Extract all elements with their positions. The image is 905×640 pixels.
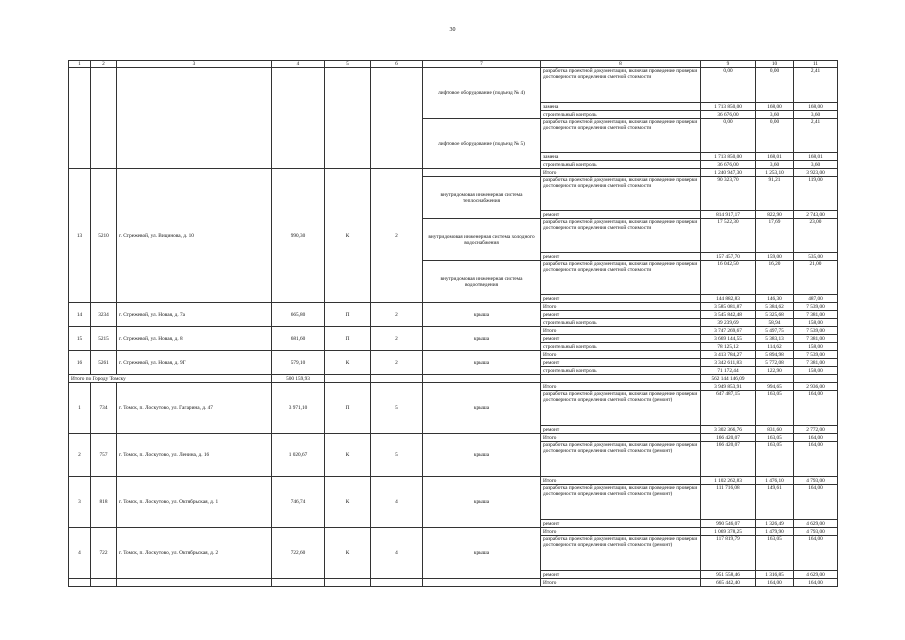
cost-cell: 146,30 bbox=[756, 295, 794, 303]
cost-cell: 7 381,00 bbox=[794, 311, 838, 319]
area: 3 971,10 bbox=[272, 383, 325, 434]
wall-type: К bbox=[325, 477, 371, 528]
cost-cell: 164,00 bbox=[794, 434, 838, 442]
address: г. Томск, п. Лоскутово, ул. Гагарина, д. 47 bbox=[117, 383, 272, 434]
work-type: внутридомовая инженерная система холодного водоснабжения bbox=[423, 219, 541, 261]
house-code: 818 bbox=[91, 477, 117, 528]
cost-cell: 1 253,10 bbox=[756, 169, 794, 177]
floors: 4 bbox=[371, 528, 423, 579]
cost-cell: 951 558,46 bbox=[701, 571, 756, 579]
house-code: 5210 bbox=[91, 169, 117, 303]
cost-cell: 3 585 081,87 bbox=[701, 303, 756, 311]
wall-type: П bbox=[325, 303, 371, 327]
floors: 5 bbox=[371, 383, 423, 434]
house-code: 722 bbox=[91, 528, 117, 579]
cost-cell: 164,00 bbox=[794, 442, 838, 477]
cost-cell: 994,65 bbox=[756, 383, 794, 391]
cost-cell: 3 669 144,55 bbox=[701, 335, 756, 343]
floors: 5 bbox=[371, 434, 423, 477]
work-type: внутридомовая инженерная система водоотведения bbox=[423, 261, 541, 303]
cost-cell: 5 384,62 bbox=[756, 303, 794, 311]
cost-cell: 164,00 bbox=[756, 579, 794, 587]
cost-cell: 0,00 bbox=[701, 119, 756, 153]
cost-cell: 149,61 bbox=[756, 485, 794, 520]
cost-cell: 990 546,07 bbox=[701, 520, 756, 528]
repair-program-table bbox=[68, 60, 838, 587]
work-subtype: Итого bbox=[541, 351, 701, 359]
row-number: 16 bbox=[69, 351, 91, 375]
cost-cell: 5 497,75 bbox=[756, 327, 794, 335]
cost-cell: 2,41 bbox=[794, 119, 838, 153]
house-code: 5215 bbox=[91, 327, 117, 351]
work-subtype: разработка проектной документации, включая проведение проверки достоверности определения сметной стоимости bbox=[541, 219, 701, 253]
cost-cell: 5 772,08 bbox=[756, 359, 794, 367]
wall-type: К bbox=[325, 351, 371, 375]
cost-cell: 144 882,83 bbox=[701, 295, 756, 303]
cost-cell: 166 420,07 bbox=[701, 442, 756, 477]
address: г. Томск, п. Лоскутово, ул. Ленина, д. 16 bbox=[117, 434, 272, 477]
cost-cell: 4 629,00 bbox=[794, 571, 838, 579]
cost-cell: 3 545 842,48 bbox=[701, 311, 756, 319]
cost-cell: 122,90 bbox=[756, 367, 794, 375]
work-subtype: Итого bbox=[541, 477, 701, 485]
area: 746,74 bbox=[272, 477, 325, 528]
wall-type: К bbox=[325, 528, 371, 579]
work-type: крыша bbox=[423, 383, 541, 434]
wall-type: П bbox=[325, 327, 371, 351]
house-code: 3234 bbox=[91, 303, 117, 327]
wall-type: К bbox=[325, 169, 371, 303]
work-type: лифтовое оборудование (подъезд № 5) bbox=[423, 119, 541, 169]
cost-cell: 3,60 bbox=[756, 161, 794, 169]
cost-cell: 1 069 378,25 bbox=[701, 528, 756, 536]
cost-cell: 39 239,69 bbox=[701, 319, 756, 327]
cost-cell: 665 442,40 bbox=[701, 579, 756, 587]
table-row bbox=[69, 579, 838, 587]
cost-cell: 4 793,00 bbox=[794, 528, 838, 536]
cost-cell: 164,00 bbox=[794, 536, 838, 571]
work-subtype: ремонт bbox=[541, 359, 701, 367]
total-sum: 562 144 146,09 bbox=[701, 375, 756, 383]
col-num: 1 bbox=[69, 61, 91, 68]
cost-cell: 7 539,00 bbox=[794, 303, 838, 311]
address: г. Томск, п. Лоскутово, ул. Октябрьская, д. 1 bbox=[117, 477, 272, 528]
cost-cell: 3,60 bbox=[756, 111, 794, 119]
col-num: 5 bbox=[325, 61, 371, 68]
work-subtype: замена bbox=[541, 153, 701, 161]
col-num: 11 bbox=[794, 61, 838, 68]
cost-cell: 163,05 bbox=[756, 536, 794, 571]
cost-cell: 21,00 bbox=[794, 261, 838, 295]
cost-cell: 3 949 853,91 bbox=[701, 383, 756, 391]
col-num: 9 bbox=[701, 61, 756, 68]
work-subtype: Итого bbox=[541, 169, 701, 177]
work-subtype: ремонт bbox=[541, 295, 701, 303]
cost-cell: 7 381,00 bbox=[794, 335, 838, 343]
cost-cell: 831,60 bbox=[756, 426, 794, 434]
work-subtype: разработка проектной документации, включая проведение проверки достоверности определения сметной стоимости (ремонт) bbox=[541, 536, 701, 571]
col-num: 4 bbox=[272, 61, 325, 68]
cost-cell: 159,00 bbox=[756, 253, 794, 261]
cost-cell: 157 457,70 bbox=[701, 253, 756, 261]
table-row bbox=[69, 303, 838, 311]
column-number-row bbox=[69, 61, 838, 68]
cost-cell: 158,00 bbox=[794, 367, 838, 375]
cost-cell: 535,00 bbox=[794, 253, 838, 261]
cost-cell: 164,00 bbox=[794, 485, 838, 520]
cost-cell: 1 713 850,00 bbox=[701, 103, 756, 111]
cost-cell: 16,20 bbox=[756, 261, 794, 295]
work-subtype: строительный контроль bbox=[541, 161, 701, 169]
work-subtype: разработка проектной документации, включая проведение проверки достоверности определения сметной стоимости bbox=[541, 68, 701, 103]
work-subtype: ремонт bbox=[541, 520, 701, 528]
cost-cell: 4 793,00 bbox=[794, 477, 838, 485]
cost-cell: 1 316,85 bbox=[756, 571, 794, 579]
cost-cell: 1 326,49 bbox=[756, 520, 794, 528]
cost-cell: 5 383,13 bbox=[756, 335, 794, 343]
table-row bbox=[69, 169, 838, 177]
work-subtype: разработка проектной документации, включая проведение проверки достоверности определения сметной стоимости bbox=[541, 261, 701, 295]
cost-cell: 2 743,00 bbox=[794, 211, 838, 219]
table-row bbox=[69, 68, 838, 103]
cost-cell: 16 042,50 bbox=[701, 261, 756, 295]
work-subtype: Итого bbox=[541, 579, 701, 587]
table-row bbox=[69, 477, 838, 485]
floors: 2 bbox=[371, 169, 423, 303]
work-subtype: Итого bbox=[541, 434, 701, 442]
col-num: 6 bbox=[371, 61, 423, 68]
cost-cell: 2,41 bbox=[794, 68, 838, 103]
area: 1 020,67 bbox=[272, 434, 325, 477]
house-code: 734 bbox=[91, 383, 117, 434]
cost-cell: 90 323,70 bbox=[701, 177, 756, 211]
table-row bbox=[69, 528, 838, 536]
cost-cell: 822,90 bbox=[756, 211, 794, 219]
work-subtype: ремонт bbox=[541, 211, 701, 219]
wall-type: П bbox=[325, 383, 371, 434]
cost-cell: 163,05 bbox=[756, 442, 794, 477]
area: 722,60 bbox=[272, 528, 325, 579]
work-subtype: Итого bbox=[541, 528, 701, 536]
cost-cell: 0,00 bbox=[756, 68, 794, 103]
cost-cell: 2 936,00 bbox=[794, 383, 838, 391]
house-code: 5261 bbox=[91, 351, 117, 375]
cost-cell: 7 539,00 bbox=[794, 327, 838, 335]
col-num: 10 bbox=[756, 61, 794, 68]
work-type: внутридомовая инженерная система теплоснабжения bbox=[423, 177, 541, 219]
cost-cell: 3,60 bbox=[794, 161, 838, 169]
col-num: 8 bbox=[541, 61, 701, 68]
cost-cell: 36 676,00 bbox=[701, 161, 756, 169]
cost-cell: 3 302 366,76 bbox=[701, 426, 756, 434]
cost-cell: 17,69 bbox=[756, 219, 794, 253]
cost-cell: 111 716,08 bbox=[701, 485, 756, 520]
table-row bbox=[69, 327, 838, 335]
row-number: 1 bbox=[69, 383, 91, 434]
floors: 4 bbox=[371, 477, 423, 528]
cost-cell: 5 325,68 bbox=[756, 311, 794, 319]
total-row bbox=[69, 375, 838, 383]
work-type: лифтовое оборудование (подъезд № 4) bbox=[423, 68, 541, 119]
address: г. Стрежевой, ул. Новая, д. 7а bbox=[117, 303, 272, 327]
cost-cell: 78 125,12 bbox=[701, 343, 756, 351]
cost-cell: 119,00 bbox=[794, 177, 838, 211]
col-num: 2 bbox=[91, 61, 117, 68]
cost-cell: 164,00 bbox=[794, 391, 838, 426]
cost-cell: 3 747 269,67 bbox=[701, 327, 756, 335]
work-type: крыша bbox=[423, 528, 541, 579]
work-subtype: строительный контроль bbox=[541, 343, 701, 351]
row-number: 13 bbox=[69, 169, 91, 303]
work-subtype: ремонт bbox=[541, 571, 701, 579]
area: 990,30 bbox=[272, 169, 325, 303]
cost-cell: 1 102 262,83 bbox=[701, 477, 756, 485]
area: 579,10 bbox=[272, 351, 325, 375]
total-area: 500 159,93 bbox=[272, 375, 325, 383]
work-type: крыша bbox=[423, 351, 541, 375]
work-subtype: ремонт bbox=[541, 253, 701, 261]
address: г. Стрежевой, ул. Новая, д. 8 bbox=[117, 327, 272, 351]
cost-cell: 114,62 bbox=[756, 343, 794, 351]
work-subtype: разработка проектной документации, включая проведение проверки достоверности определения сметной стоимости bbox=[541, 177, 701, 211]
work-type: крыша bbox=[423, 327, 541, 351]
address: г. Стрежевой, ул. Вицинова, д. 10 bbox=[117, 169, 272, 303]
address: г. Стрежевой, ул. Новая, д. 9Г bbox=[117, 351, 272, 375]
cost-cell: 117 819,79 bbox=[701, 536, 756, 571]
cost-cell: 2 772,00 bbox=[794, 426, 838, 434]
cost-cell: 168,01 bbox=[756, 153, 794, 161]
cost-cell: 7 539,00 bbox=[794, 351, 838, 359]
cost-cell: 1 479,90 bbox=[756, 528, 794, 536]
row-number: 14 bbox=[69, 303, 91, 327]
work-subtype: строительный контроль bbox=[541, 367, 701, 375]
cost-cell: 58,94 bbox=[756, 319, 794, 327]
cost-cell: 158,00 bbox=[794, 343, 838, 351]
area: 681,60 bbox=[272, 327, 325, 351]
cost-cell: 163,05 bbox=[756, 434, 794, 442]
total-label: Итого по Городу Томску bbox=[69, 375, 272, 383]
table-row bbox=[69, 351, 838, 359]
work-type: крыша bbox=[423, 434, 541, 477]
cost-cell: 164,00 bbox=[794, 579, 838, 587]
cost-cell: 3 923,00 bbox=[794, 169, 838, 177]
table-row bbox=[69, 383, 838, 391]
cost-cell: 0,00 bbox=[701, 68, 756, 103]
wall-type: К bbox=[325, 434, 371, 477]
work-subtype: разработка проектной документации, включая проведение проверки достоверности определения сметной стоимости (ремонт) bbox=[541, 485, 701, 520]
address: г. Томск, п. Лоскутово, ул. Октябрьская, д. 2 bbox=[117, 528, 272, 579]
cost-cell: 71 172,44 bbox=[701, 367, 756, 375]
cost-cell: 91,21 bbox=[756, 177, 794, 211]
cost-cell: 3 413 784,27 bbox=[701, 351, 756, 359]
work-subtype: Итого bbox=[541, 327, 701, 335]
work-subtype: строительный контроль bbox=[541, 319, 701, 327]
work-subtype: разработка проектной документации, включая проведение проверки достоверности определения сметной стоимости (ремонт) bbox=[541, 391, 701, 426]
cost-cell: 0,00 bbox=[756, 119, 794, 153]
cost-cell: 5 894,98 bbox=[756, 351, 794, 359]
work-type: крыша bbox=[423, 303, 541, 327]
table-row bbox=[69, 434, 838, 442]
work-subtype: ремонт bbox=[541, 426, 701, 434]
work-subtype: ремонт bbox=[541, 335, 701, 343]
cost-cell: 168,00 bbox=[794, 103, 838, 111]
floors: 2 bbox=[371, 303, 423, 327]
page-number: 30 bbox=[449, 27, 456, 33]
cost-cell: 158,00 bbox=[794, 319, 838, 327]
row-number: 2 bbox=[69, 434, 91, 477]
col-num: 7 bbox=[423, 61, 541, 68]
cost-cell: 166 420,07 bbox=[701, 434, 756, 442]
cost-cell: 1 713 850,00 bbox=[701, 153, 756, 161]
cost-cell: 4 629,00 bbox=[794, 520, 838, 528]
cost-cell: 487,00 bbox=[794, 295, 838, 303]
row-number: 4 bbox=[69, 528, 91, 579]
cost-cell: 3,60 bbox=[794, 111, 838, 119]
work-subtype: разработка проектной документации, включая проведение проверки достоверности определения сметной стоимости bbox=[541, 119, 701, 153]
col-num: 3 bbox=[117, 61, 272, 68]
cost-cell: 23,00 bbox=[794, 219, 838, 253]
cost-cell: 7 381,00 bbox=[794, 359, 838, 367]
cost-cell: 17 522,30 bbox=[701, 219, 756, 253]
work-subtype: строительный контроль bbox=[541, 111, 701, 119]
cost-cell: 163,05 bbox=[756, 391, 794, 426]
floors: 2 bbox=[371, 351, 423, 375]
cost-cell: 3 342 611,83 bbox=[701, 359, 756, 367]
house-code: 757 bbox=[91, 434, 117, 477]
area: 665,80 bbox=[272, 303, 325, 327]
cost-cell: 36 676,00 bbox=[701, 111, 756, 119]
cost-cell: 168,00 bbox=[756, 103, 794, 111]
row-number: 15 bbox=[69, 327, 91, 351]
row-number: 3 bbox=[69, 477, 91, 528]
cost-cell: 1 476,10 bbox=[756, 477, 794, 485]
work-type: крыша bbox=[423, 477, 541, 528]
cost-cell: 814 917,17 bbox=[701, 211, 756, 219]
cost-cell: 168,01 bbox=[794, 153, 838, 161]
floors: 2 bbox=[371, 327, 423, 351]
work-subtype: Итого bbox=[541, 303, 701, 311]
work-subtype: ремонт bbox=[541, 311, 701, 319]
work-subtype: Итого bbox=[541, 383, 701, 391]
work-subtype: замена bbox=[541, 103, 701, 111]
cost-cell: 647 487,15 bbox=[701, 391, 756, 426]
work-subtype: разработка проектной документации, включая проведение проверки достоверности определения сметной стоимости (ремонт) bbox=[541, 442, 701, 477]
cost-cell: 1 240 947,30 bbox=[701, 169, 756, 177]
